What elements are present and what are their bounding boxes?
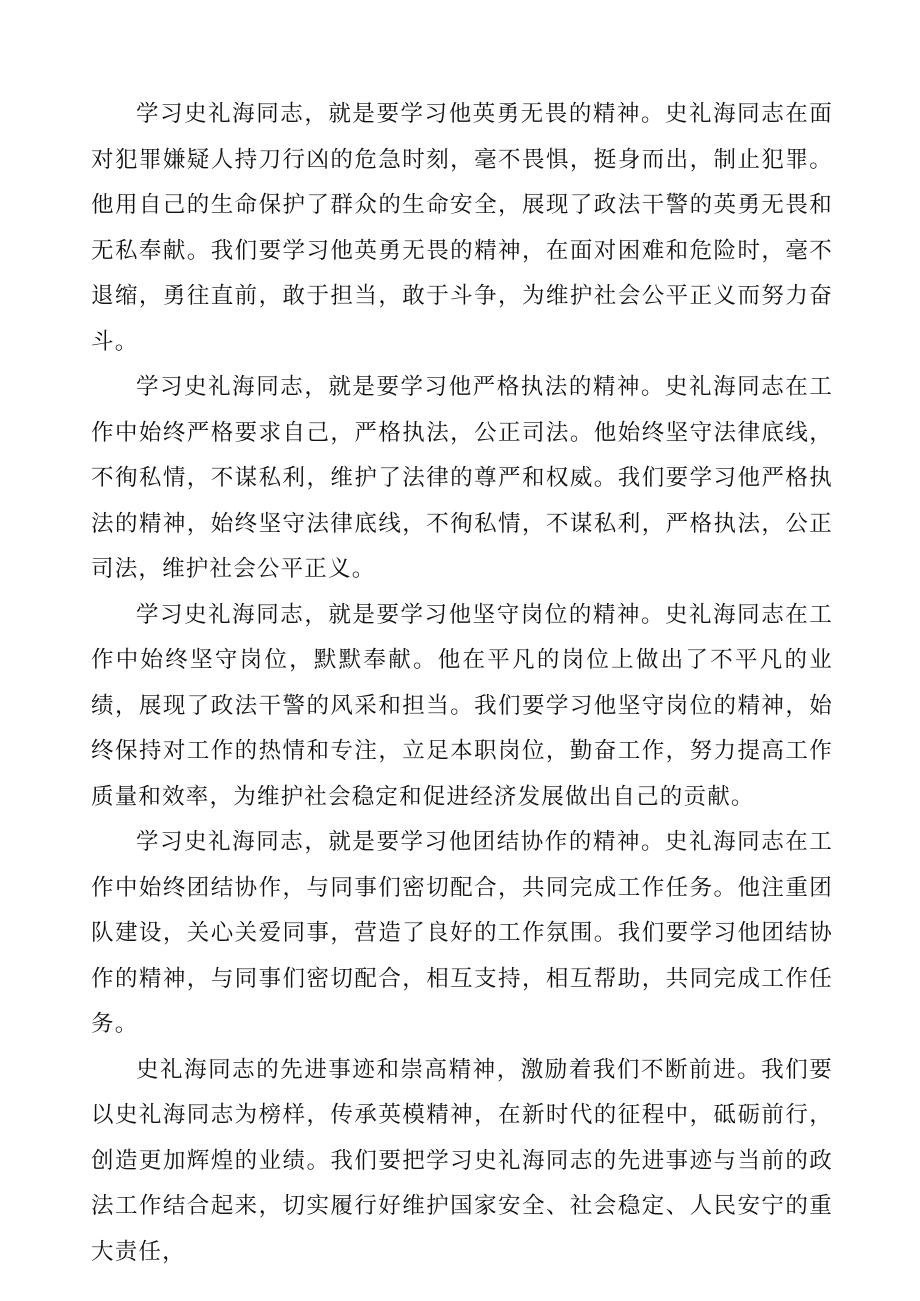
- paragraph-5: 史礼海同志的先进事迹和崇高精神，激励着我们不断前进。我们要以史礼海同志为榜样，传承英模精神，在新时代的征程中，砥砺前行，创造更加辉煌的业绩。我们要把学习史礼海同志的先进事迹与当前的政法工作结合起来，切实履行好维护国家安全、社会稳定、人民安宁的重大责任，: [91, 1056, 833, 1265]
- paragraph-1: 学习史礼海同志，就是要学习他英勇无畏的精神。史礼海同志在面对犯罪嫌疑人持刀行凶的危急时刻，毫不畏惧，挺身而出，制止犯罪。他用自己的生命保护了群众的生命安全，展现了政法干警的英勇无畏和无私奉献。我们要学习他英勇无畏的精神，在面对困难和危险时，毫不退缩，勇往直前，敢于担当，敢于斗争，为维护社会公平正义而努力奋斗。: [91, 101, 833, 355]
- paragraph-3: 学习史礼海同志，就是要学习他坚守岗位的精神。史礼海同志在工作中始终坚守岗位，默默奉献。他在平凡的岗位上做出了不平凡的业绩，展现了政法干警的风采和担当。我们要学习他坚守岗位的精神，始终保持对工作的热情和专注，立足本职岗位，勤奋工作，努力提高工作质量和效率，为维护社会稳定和促进经济发展做出自己的贡献。: [91, 601, 833, 810]
- paragraph-4: 学习史礼海同志，就是要学习他团结协作的精神。史礼海同志在工作中始终团结协作，与同事们密切配合，共同完成工作任务。他注重团队建设，关心关爱同事，营造了良好的工作氛围。我们要学习他团结协作的精神，与同事们密切配合，相互支持，相互帮助，共同完成工作任务。: [91, 829, 833, 1037]
- paragraph-2: 学习史礼海同志，就是要学习他严格执法的精神。史礼海同志在工作中始终严格要求自己，严格执法，公正司法。他始终坚守法律底线，不徇私情，不谋私利，维护了法律的尊严和权威。我们要学习他严格执法的精神，始终坚守法律底线，不徇私情，不谋私利，严格执法，公正司法，维护社会公平正义。: [91, 374, 833, 582]
- document-body: [91, 92, 833, 1275]
